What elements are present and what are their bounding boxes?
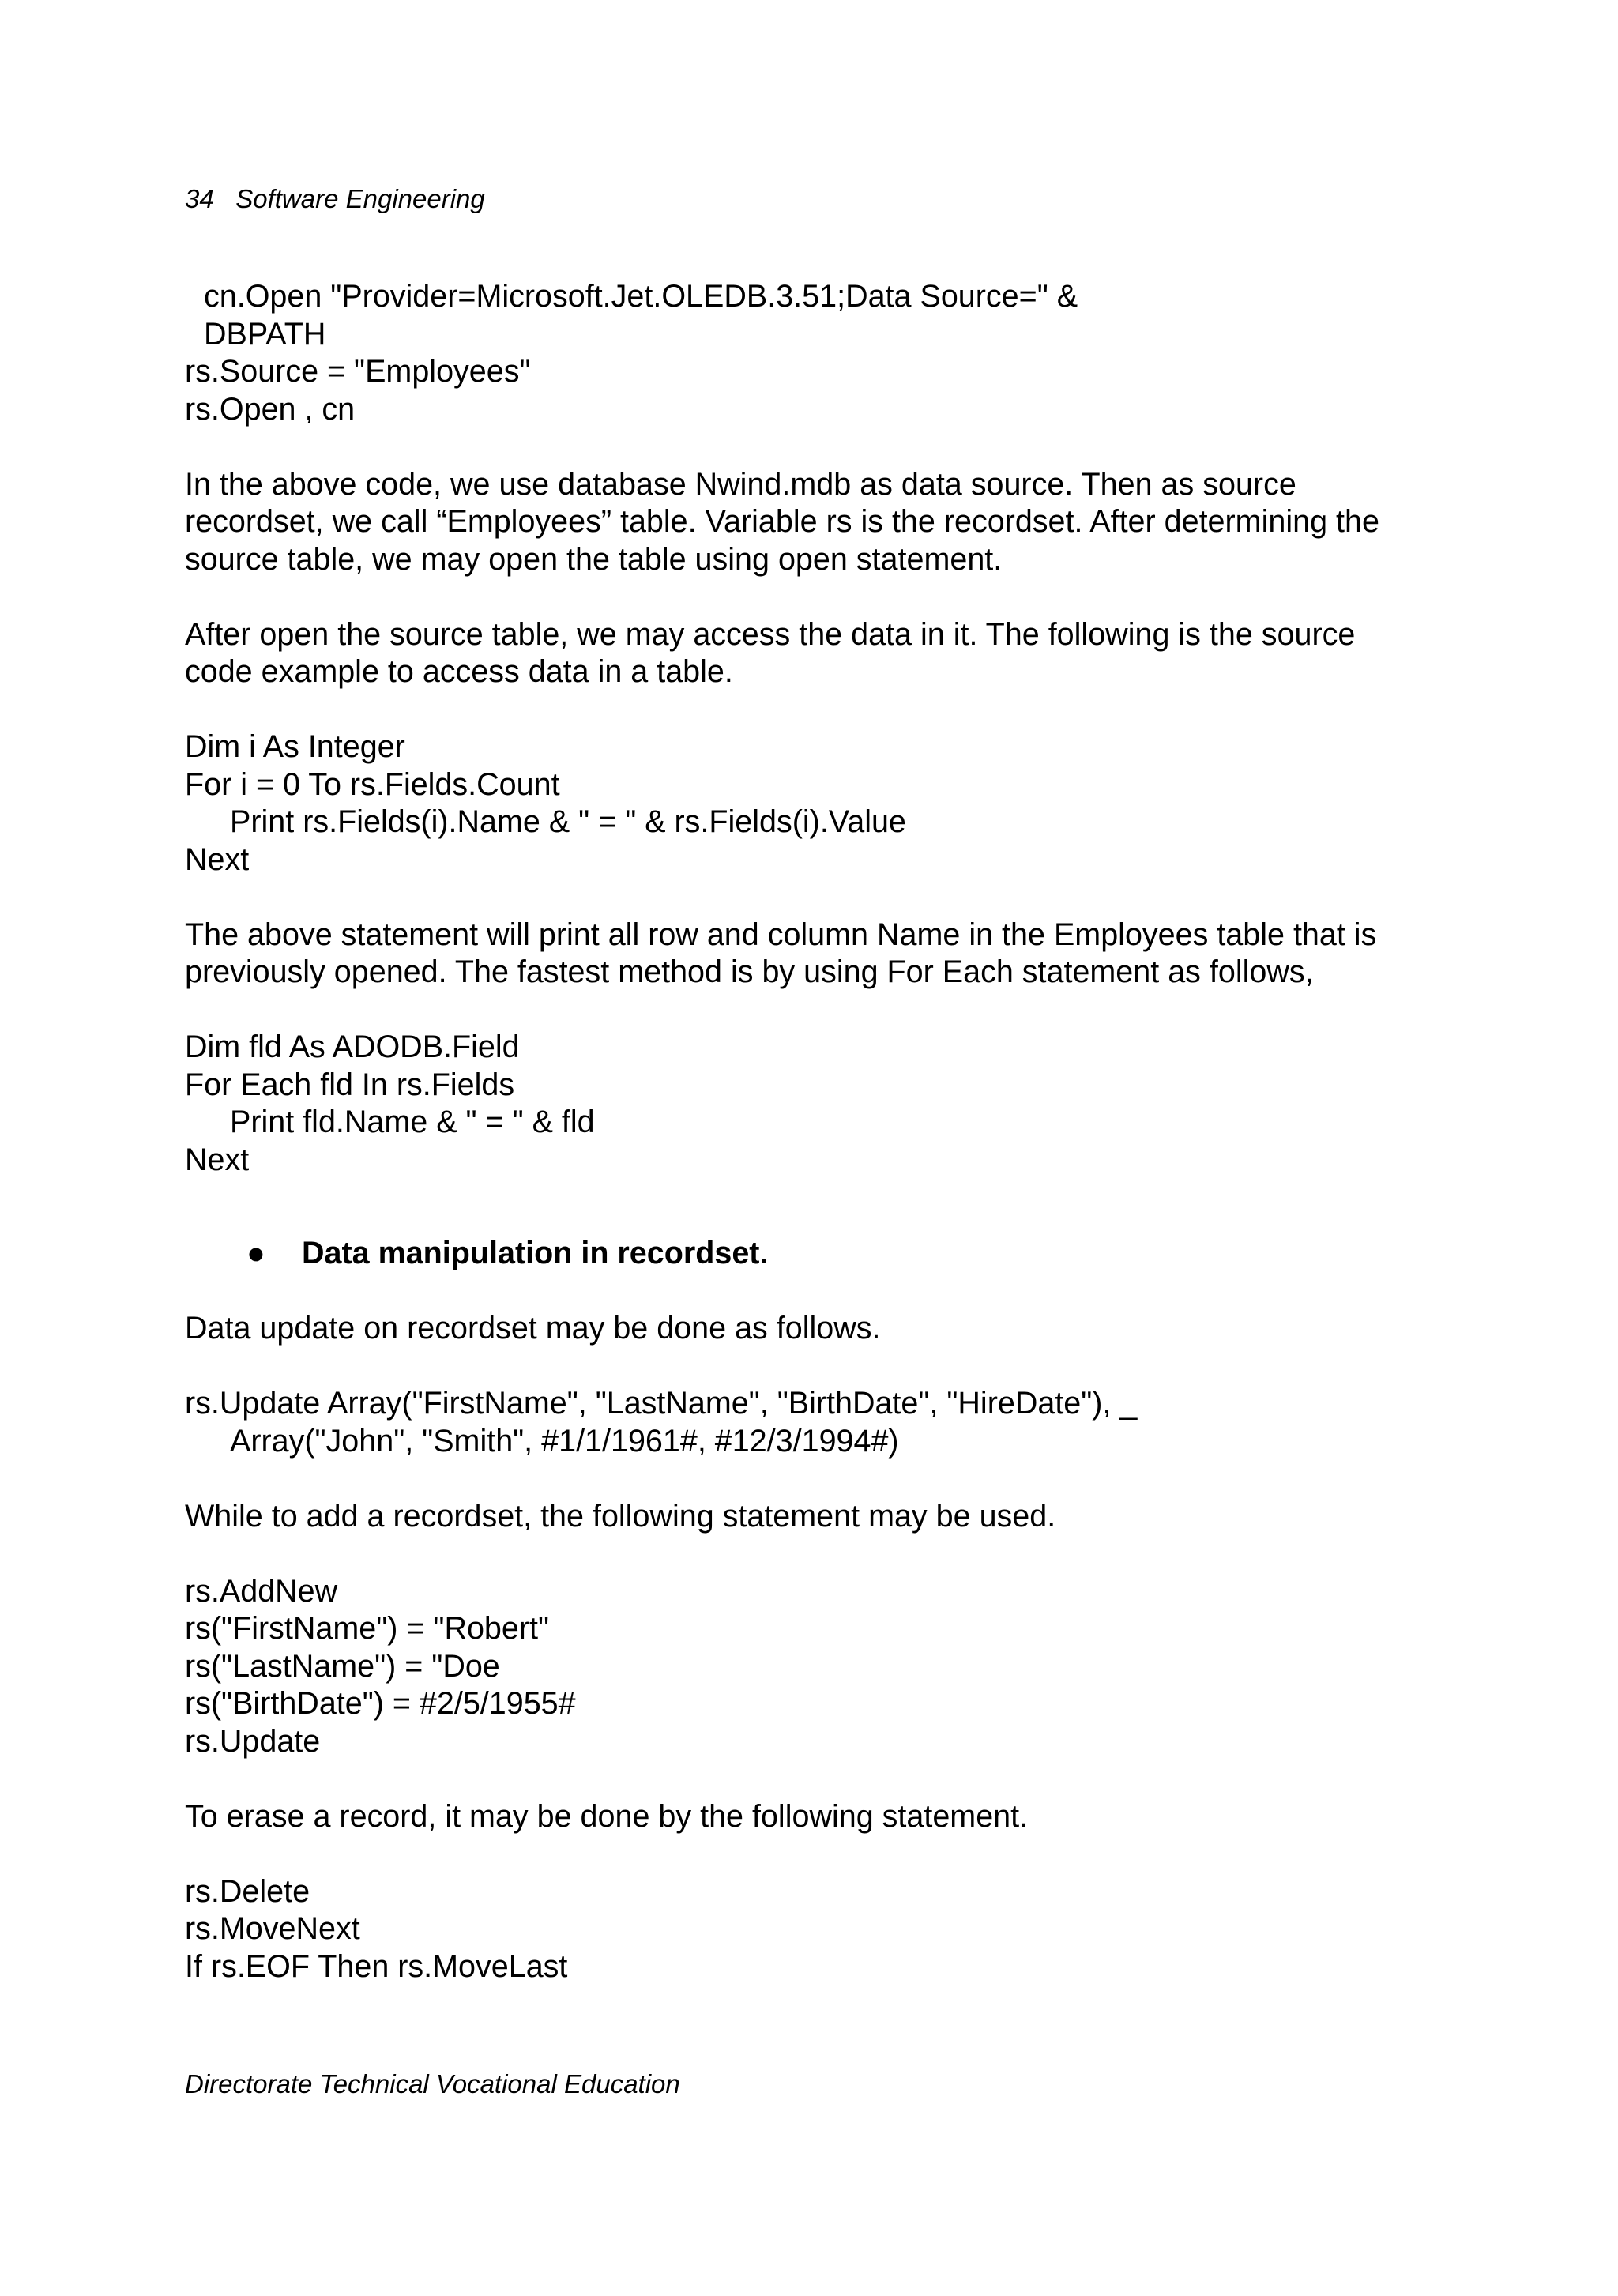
code-line: If rs.EOF Then rs.MoveLast <box>185 1948 568 1984</box>
running-header <box>185 183 485 215</box>
text-line: source table, we may open the table using open statement. <box>185 541 1003 577</box>
section-heading: Data manipulation in recordset. <box>302 1236 769 1270</box>
code-line: For i = 0 To rs.Fields.Count <box>185 766 560 802</box>
code-block-add-new <box>185 1573 1465 1761</box>
text-line: In the above code, we use database Nwind.mdb as data source. Then as source <box>185 466 1296 502</box>
paragraph-erase: To erase a record, it may be done by the following statement. <box>185 1798 1029 1834</box>
code-line: rs.Update <box>185 1723 321 1759</box>
paragraph-add: While to add a recordset, the following statement may be used. <box>185 1498 1056 1534</box>
code-line: Dim fld As ADODB.Field <box>185 1029 520 1064</box>
paragraph-data-source <box>185 466 1465 579</box>
code-line: rs("BirthDate") = #2/5/1955# <box>185 1686 576 1721</box>
code-block-connection <box>185 278 1465 428</box>
code-block-delete <box>185 1873 1465 1986</box>
code-line: Print rs.Fields(i).Name & " = " & rs.Fields(i).Value <box>230 804 906 839</box>
code-line: rs.Update Array("FirstName", "LastName", "BirthDate", "HireDate"), _ <box>185 1386 1138 1421</box>
code-line: rs.MoveNext <box>185 1911 360 1946</box>
paragraph-access-data <box>185 616 1465 691</box>
code-line: rs.Source = "Employees" <box>185 354 531 389</box>
page-body <box>185 278 1465 1985</box>
code-line: rs.Delete <box>185 1873 310 1909</box>
book-title: Software Engineering <box>235 184 485 213</box>
code-line: cn.Open "Provider=Microsoft.Jet.OLEDB.3.51;Data Source=" & <box>204 279 1078 314</box>
paragraph-update: Data update on recordset may be done as follows. <box>185 1311 881 1346</box>
text-line: previously opened. The fastest method is by using For Each statement as follows, <box>185 954 1314 989</box>
code-block-update <box>185 1385 1465 1460</box>
code-line: Next <box>185 1142 250 1177</box>
code-block-for-loop <box>185 728 1465 879</box>
code-line: DBPATH <box>204 316 326 352</box>
text-line: code example to access data in a table. <box>185 654 733 689</box>
code-line: Print fld.Name & " = " & fld <box>230 1105 595 1139</box>
code-line: rs("LastName") = "Doe <box>185 1648 500 1684</box>
code-line: rs.Open , cn <box>185 391 356 427</box>
code-line: rs.AddNew <box>185 1573 338 1609</box>
running-footer: Directorate Technical Vocational Education <box>185 2069 680 2098</box>
paragraph-for-each <box>185 917 1465 992</box>
page-number: 34 <box>185 184 214 213</box>
text-line: recordset, we call “Employees” table. Variable rs is the recordset. After determining the <box>185 504 1379 539</box>
code-line: Dim i As Integer <box>185 729 405 764</box>
code-line: rs("FirstName") = "Robert" <box>185 1611 550 1646</box>
code-line: For Each fld In rs.Fields <box>185 1067 515 1102</box>
code-block-for-each <box>185 1029 1465 1179</box>
text-line: The above statement will print all row and column Name in the Employees table that is <box>185 917 1377 952</box>
code-line: Array("John", "Smith", #1/1/1961#, #12/3/1994#) <box>230 1423 899 1459</box>
bullet-icon: ● <box>246 1236 265 1270</box>
section-bullet <box>185 1235 1465 1273</box>
text-line: After open the source table, we may access the data in it. The following is the source <box>185 616 1356 652</box>
code-line: Next <box>185 841 250 877</box>
